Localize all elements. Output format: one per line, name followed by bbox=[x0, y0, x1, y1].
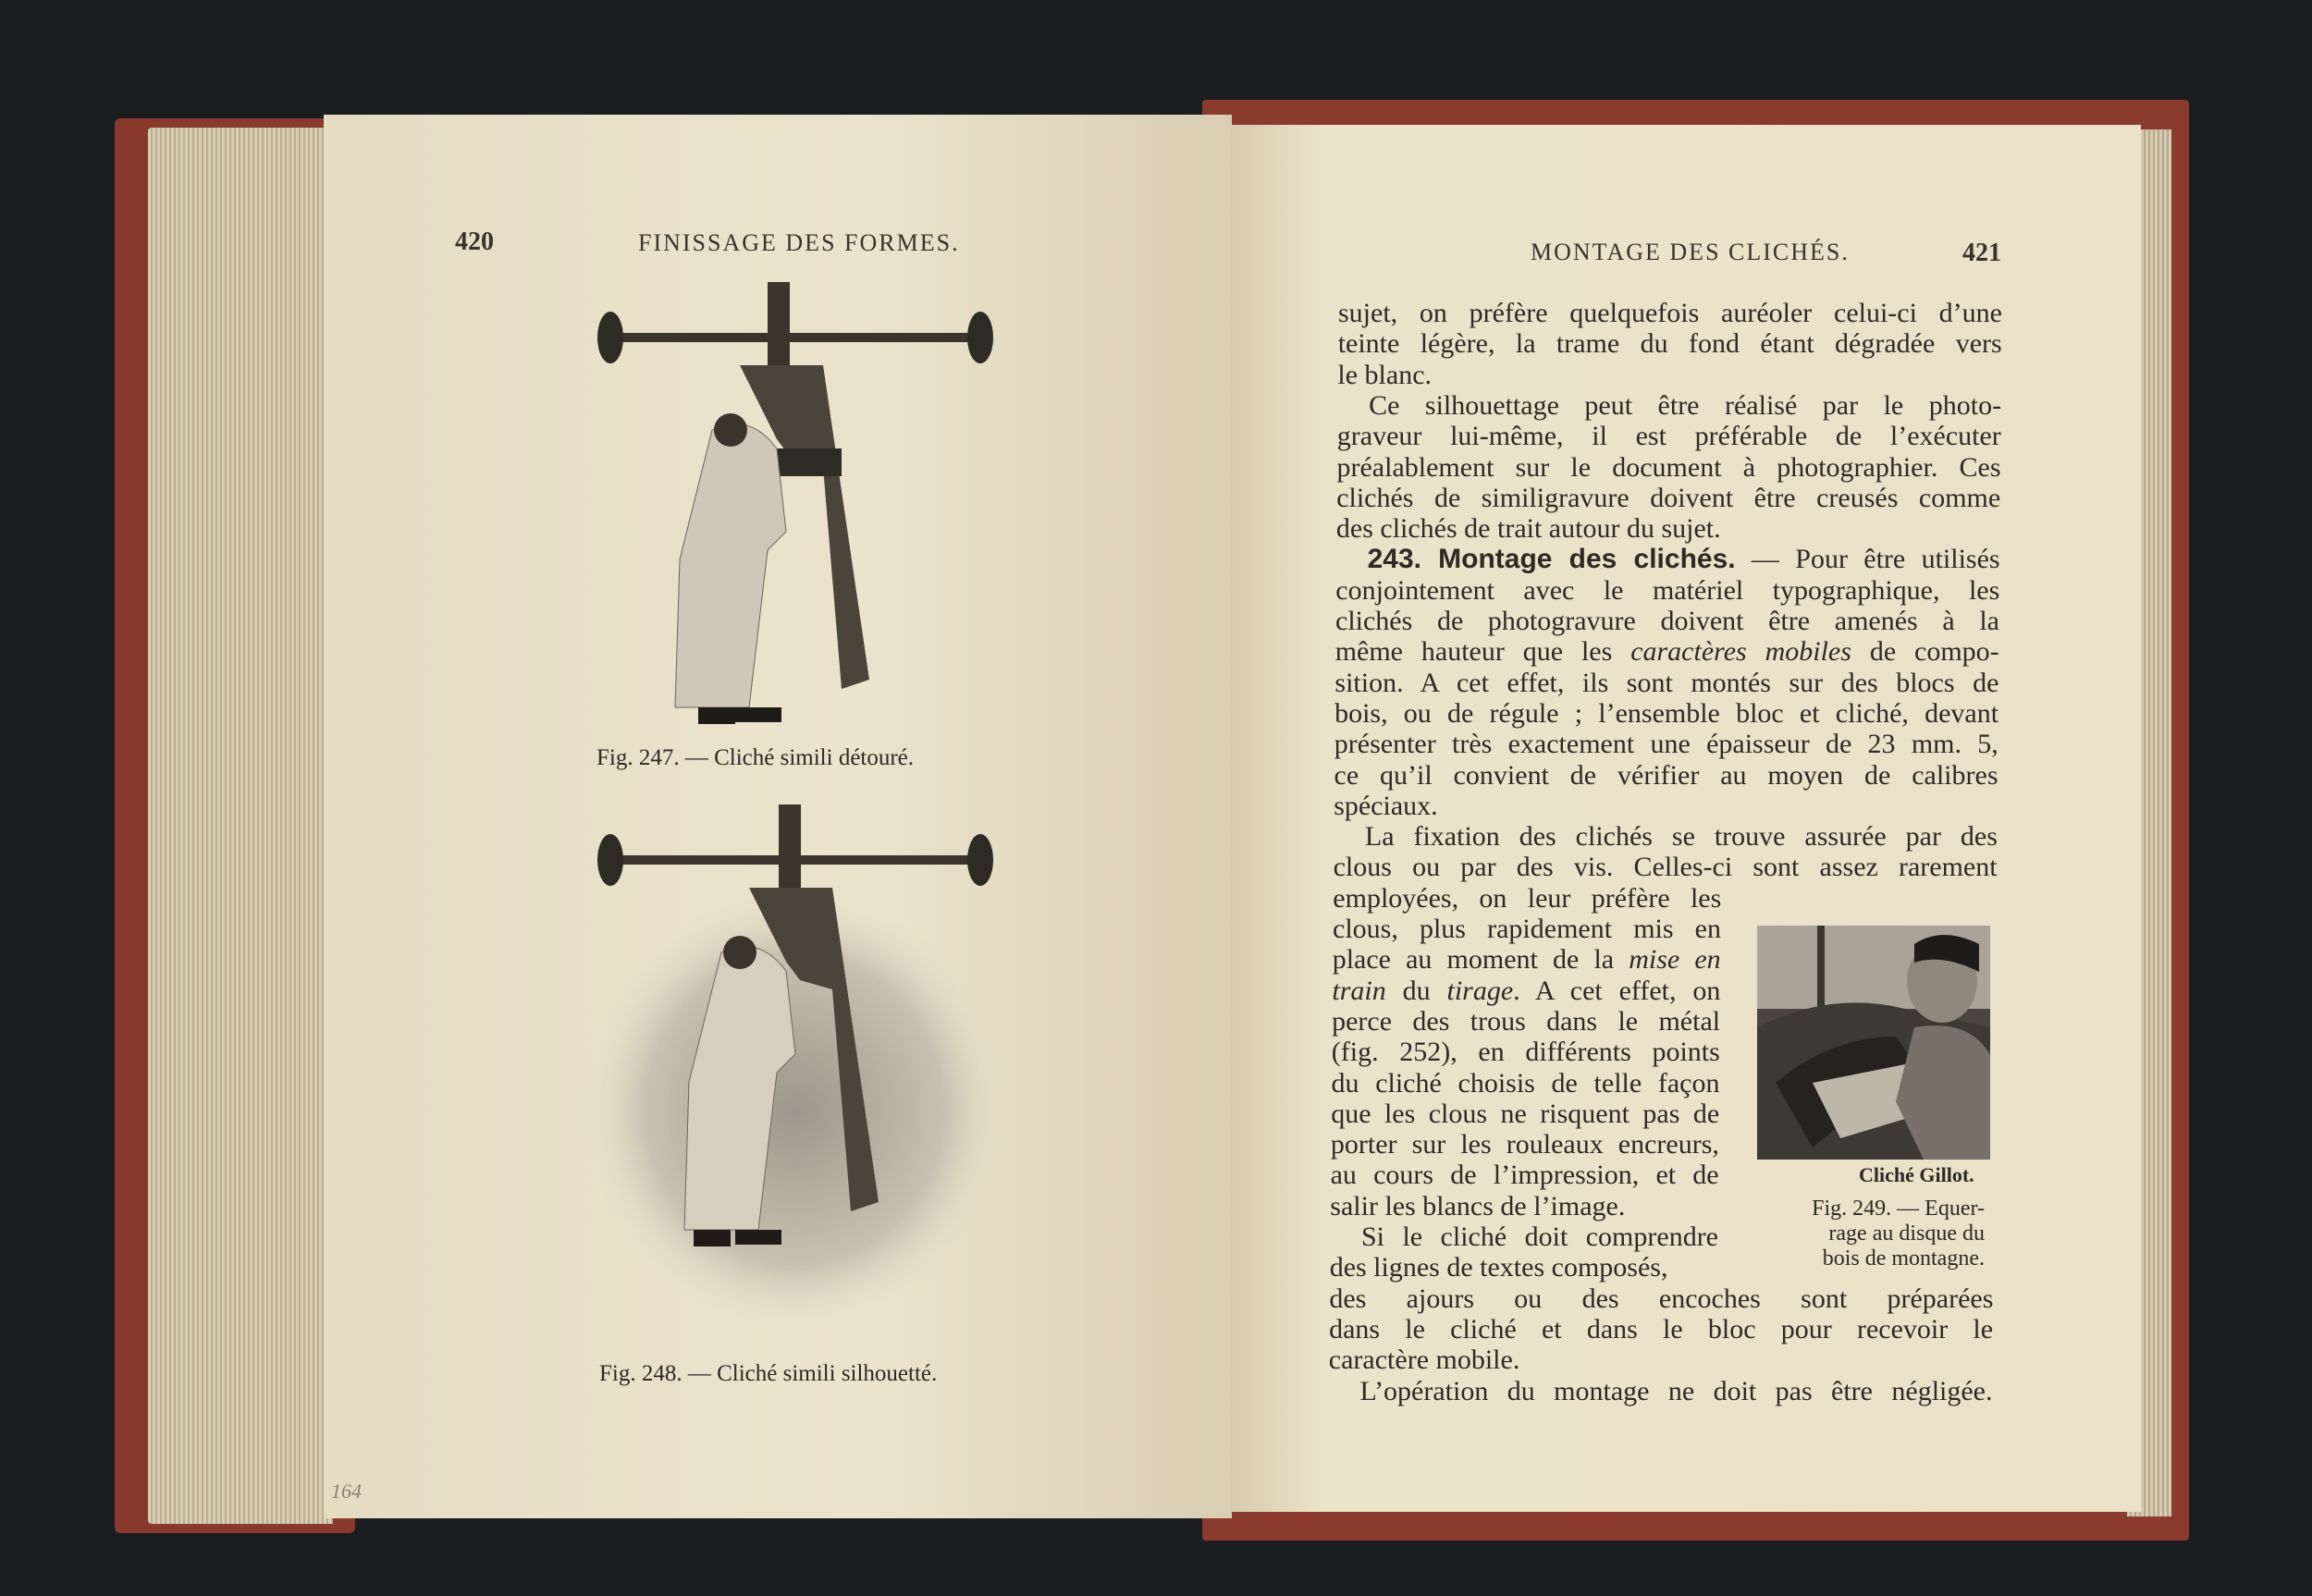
text-segment: de compo- bbox=[1851, 636, 1999, 668]
text-line bbox=[1332, 1006, 1720, 1037]
text-segment: du bbox=[1385, 975, 1447, 1006]
text-line bbox=[1365, 821, 1998, 853]
text-segment: même hauteur que les bbox=[1334, 636, 1631, 668]
running-head-left: FINISSAGE DES FORMES. bbox=[638, 229, 960, 256]
text-line bbox=[1332, 1037, 1720, 1068]
text-line bbox=[1368, 544, 2000, 575]
text-segment: que les clous ne risquent pas de bbox=[1331, 1098, 1720, 1129]
text-line bbox=[1333, 883, 1721, 915]
text-segment: au cours de l’impression, et de bbox=[1330, 1160, 1719, 1191]
page-number-right: 421 bbox=[1962, 239, 2001, 267]
text-line bbox=[1335, 575, 1999, 607]
text-segment: employées, on leur préfère les bbox=[1333, 882, 1722, 914]
text-segment: le blanc. bbox=[1337, 359, 1433, 390]
figure-247-caption: Fig. 247. — Cliché simili détouré. bbox=[596, 745, 915, 770]
caption-line: Fig. 249. — Equer- bbox=[1812, 1197, 1985, 1221]
text-line bbox=[1338, 298, 2002, 329]
text-segment: dans le cliché et dans le bloc pour recevoir le bbox=[1329, 1313, 1994, 1344]
caption-line: bois de montagne. bbox=[1822, 1246, 1985, 1271]
text-segment: — Pour être utilisés bbox=[1735, 544, 2000, 575]
text-segment: La fixation des clichés se trouve assurée par des bbox=[1364, 821, 1998, 853]
page-number-left: 420 bbox=[455, 227, 494, 256]
section-heading: 243. Montage des clichés. bbox=[1367, 544, 1736, 575]
text-segment: présenter très exactement une épaisseur de 23 mm. 5, bbox=[1334, 729, 1998, 760]
text-segment: place au moment de la bbox=[1332, 944, 1629, 976]
figure-249-photo bbox=[1757, 926, 1990, 1160]
text-segment: clous ou par des vis. Celles-ci sont assez rarement bbox=[1333, 852, 1998, 883]
text-line bbox=[1331, 1129, 1719, 1160]
text-segment: des lignes de textes composés, bbox=[1329, 1252, 1668, 1283]
figure-247-image bbox=[592, 282, 999, 735]
text-segment: préalablement sur le document à photographier. Ces bbox=[1336, 451, 2001, 483]
text-line bbox=[1329, 1314, 1993, 1345]
text-segment: ce qu’il convient de vérifier au moyen de calibres bbox=[1334, 759, 1998, 791]
running-head-right: MONTAGE DES CLICHÉS. bbox=[1531, 239, 1850, 265]
italic-term: tirage bbox=[1446, 975, 1514, 1006]
text-line bbox=[1334, 729, 1998, 760]
text-segment: L’opération du montage ne doit pas être négligée. bbox=[1359, 1375, 1993, 1406]
text-line bbox=[1334, 760, 1998, 792]
caption-line: rage au disque du bbox=[1828, 1222, 1985, 1246]
figure-248-caption: Fig. 248. — Cliché simili silhouetté. bbox=[599, 1361, 938, 1386]
text-line bbox=[1332, 976, 1720, 1007]
figure-248-image bbox=[583, 804, 1008, 1322]
text-segment: (fig. 252), en différents points bbox=[1331, 1037, 1720, 1068]
text-line bbox=[1338, 328, 2002, 360]
text-line bbox=[1329, 1344, 1993, 1376]
text-segment: teinte légère, la trame du fond étant dégradée vers bbox=[1337, 328, 2002, 360]
italic-term: train bbox=[1332, 975, 1386, 1006]
text-segment: graveur lui-même, il est préférable de l’exécuter bbox=[1336, 421, 2001, 452]
text-segment: des ajours ou des encoches sont préparées bbox=[1329, 1283, 1994, 1314]
text-line bbox=[1337, 452, 2001, 484]
text-line bbox=[1330, 1252, 1718, 1283]
text-segment: porter sur les rouleaux encreurs, bbox=[1330, 1129, 1719, 1160]
text-segment: clichés de similigravure doivent être creusés comme bbox=[1336, 482, 2001, 513]
text-segment: du cliché choisis de telle façon bbox=[1331, 1067, 1720, 1099]
italic-term: mise en bbox=[1629, 944, 1721, 976]
text-line bbox=[1330, 1191, 1718, 1222]
text-segment: spéciaux. bbox=[1334, 790, 1438, 821]
text-segment: . A cet effet, on bbox=[1513, 975, 1721, 1006]
text-line bbox=[1333, 944, 1721, 976]
page-edges-left bbox=[148, 128, 333, 1524]
text-line bbox=[1334, 698, 1998, 730]
text-line bbox=[1336, 513, 2000, 545]
text-line bbox=[1335, 606, 1999, 637]
text-segment: des clichés de trait autour du sujet. bbox=[1335, 513, 1721, 545]
text-line bbox=[1369, 390, 2001, 422]
text-segment: clous, plus rapidement mis en bbox=[1333, 914, 1721, 944]
text-line bbox=[1334, 668, 1998, 699]
text-line bbox=[1336, 483, 2000, 514]
text-line bbox=[1334, 852, 1998, 883]
text-segment: sujet, on préfère quelquefois auréoler celui-ci d’une bbox=[1338, 298, 2002, 328]
text-segment: clichés de photogravure doivent être amenés à la bbox=[1335, 606, 1999, 636]
text-segment: perce des trous dans le métal bbox=[1332, 1005, 1721, 1037]
text-segment: conjointement avec le matériel typographique, les bbox=[1335, 574, 2000, 606]
text-line bbox=[1333, 914, 1721, 945]
text-segment: caractère mobile. bbox=[1328, 1344, 1520, 1376]
text-line bbox=[1331, 1099, 1719, 1130]
text-line bbox=[1331, 1160, 1719, 1191]
pencil-note: 164 bbox=[331, 1479, 362, 1503]
text-line bbox=[1361, 1222, 1718, 1253]
figure-249-credit: Cliché Gillot. bbox=[1859, 1163, 1974, 1186]
text-segment: bois, ou de régule ; l’ensemble bloc et cliché, devant bbox=[1334, 697, 1999, 729]
text-line bbox=[1337, 421, 2001, 452]
text-line bbox=[1334, 791, 1998, 822]
text-segment: Ce silhouettage peut être réalisé par le photo- bbox=[1369, 389, 2002, 421]
text-segment: sition. A cet effet, ils sont montés sur des blocs de bbox=[1334, 667, 1999, 698]
text-line bbox=[1332, 1068, 1720, 1099]
text-line bbox=[1360, 1376, 1993, 1407]
text-line bbox=[1335, 636, 1999, 668]
text-segment: salir les blancs de l’image. bbox=[1330, 1190, 1626, 1222]
text-line bbox=[1329, 1283, 1993, 1315]
italic-term: caractères mobiles bbox=[1630, 636, 1851, 668]
figure-249-caption bbox=[1755, 1197, 1985, 1271]
text-segment: Si le cliché doit comprendre bbox=[1361, 1222, 1718, 1252]
text-line bbox=[1337, 360, 2001, 391]
